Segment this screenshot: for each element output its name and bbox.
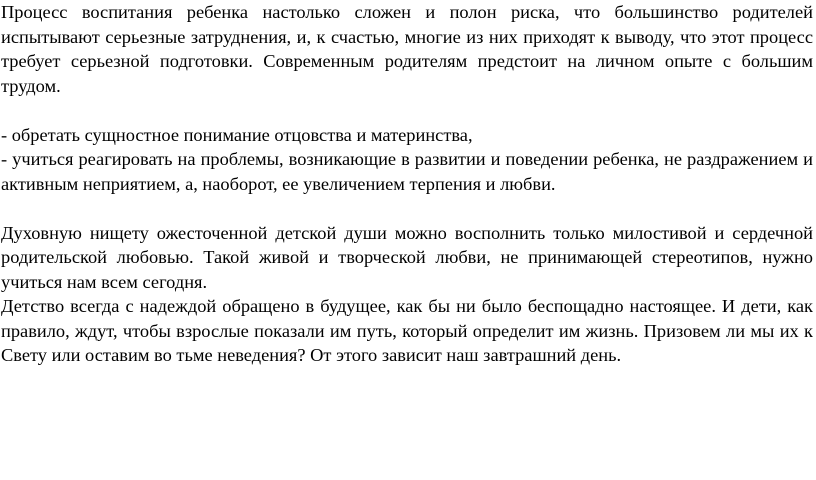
list-item-react-to-problems: - учиться реагировать на проблемы, возникающие в развитии и поведении ребенка, не раздражением и активным неприятием, а, наоборот, ее увеличением терпения и любви.	[1, 149, 813, 194]
paragraph-spacer	[1, 98, 813, 123]
paragraph-spacer	[1, 196, 813, 221]
paragraph-spiritual-poverty: Духовную нищету ожесточенной детской души можно восполнить только милостивой и сердечной родительской любовью. Такой живой и творческой любви, не принимающей стереотипов, нужно учиться нам всем сегодня.	[1, 222, 813, 292]
paragraph-intro: Процесс воспитания ребенка настолько сложен и полон риска, что большинство родителей испытывают серьезные затруднения, и, к счастью, многие из них приходят к выводу, что этот процесс требует серьезной подготовки. Современным родителям предстоит на личном опыте с большим трудом.	[1, 2, 813, 96]
paragraph-childhood-future: Детство всегда с надеждой обращено в будущее, как бы ни было беспощадно настоящее. И дети, как правило, ждут, чтобы взрослые показали им путь, который определит им жизнь. Призовем ли мы их к Свету или оставим во тьме неведения? От этого зависит наш завтрашний день.	[1, 296, 813, 365]
document-page	[1, 0, 813, 368]
list-item-fatherhood: - обретать сущностное понимание отцовства и материнства,	[1, 124, 473, 145]
